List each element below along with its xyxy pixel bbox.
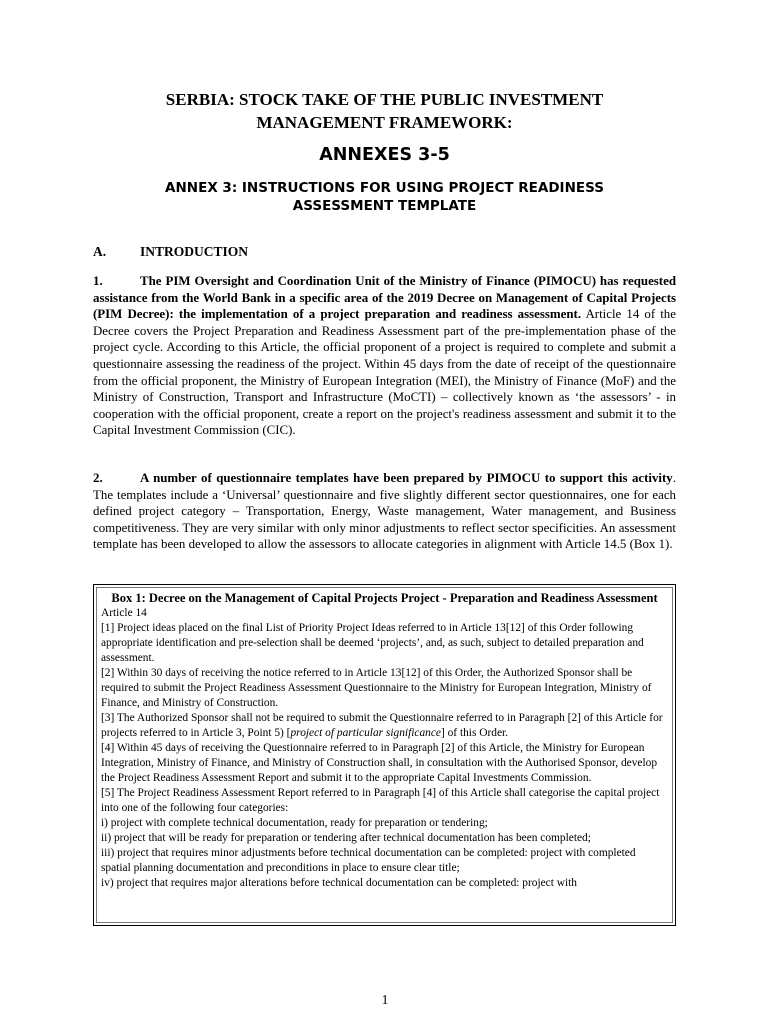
box-item-3 (101, 711, 668, 741)
paragraph-number: 1. (93, 274, 103, 288)
paragraph-body: . The templates include a ‘Universal’ questionnaire and five slightly different sector questionnaires, one for each defined project category – Transportation, Energy, Waste management, Water management, and Business competitiveness. They are very similar with only minor adjustments to reflect sector specificities. An assessment template has been developed to allow the assessors to allocate categories in alignment with Article 14.5 (Box 1). (93, 471, 676, 552)
box-item-2: [2] Within 30 days of receiving the notice referred to in Article 13[12] of this Order, the Authorized Sponsor shall be required to submit the Project Readiness Assessment Questionnaire to the Ministry for European Integration, Ministry of Finance, and Ministry of Construction. (101, 667, 652, 709)
annexes-heading: ANNEXES 3-5 (319, 145, 450, 165)
paragraph-bold-lead: The PIM Oversight and Coordination Unit of the Ministry of Finance (PIMOCU) has requested assistance from the World Bank in a specific area of the 2019 Decree on Management of Capital Projects (PIM Decree): the implementation of a project preparation and readiness assessment. (93, 274, 676, 322)
box-item-3-italic: project of particular significance (290, 727, 441, 739)
box-1-decree-excerpt (93, 584, 676, 926)
box-item-3-after: ] of this Order. (440, 727, 509, 739)
document-title (93, 88, 676, 134)
box-category-3: iii) project that requires minor adjustments before technical documentation can be completed: project with completed spatial planning documentation and preconditions in place to ensure clear title; (101, 847, 636, 874)
paragraph-number: 2. (93, 471, 103, 485)
paragraph-1 (93, 273, 676, 439)
box-item-4: [4] Within 45 days of receiving the Questionnaire referred to in Paragraph [2] of this Article, the Ministry for European Integration, Ministry of Finance, and Ministry of Construction shall, in consultation with the Authorised Sponsor, develop the Project Readiness Assessment Report and submit it to the appropriate Capital Investments Commission. (101, 742, 658, 784)
box-category-4: iv) project that requires major alterations before technical documentation can be completed: project with (101, 877, 578, 889)
annex-heading-line-1: ANNEX 3: INSTRUCTIONS FOR USING PROJECT READINESS (165, 180, 604, 196)
box-title: Box 1: Decree on the Management of Capital Projects Project - Preparation and Readiness Assessment (111, 591, 658, 605)
section-letter: A. (93, 244, 107, 259)
box-content (96, 587, 673, 923)
paragraph-bold-lead: A number of questionnaire templates have been prepared by PIMOCU to support this activity (140, 471, 673, 485)
title-line-1: SERBIA: STOCK TAKE OF THE PUBLIC INVESTMENT (165, 90, 604, 109)
annex-heading-line-2: ASSESSMENT TEMPLATE (292, 198, 477, 214)
box-category-1: i) project with complete technical documentation, ready for preparation or tendering; (101, 817, 488, 829)
box-article-label: Article 14 (101, 607, 147, 619)
title-line-2: MANAGEMENT FRAMEWORK: (256, 113, 513, 132)
box-item-3-before: [3] The Authorized Sponsor shall not be required to submit the Questionnaire referred to in Paragraph [2] of this Article for projects referred to in Article 3, Point 5) [ (101, 712, 663, 739)
paragraph-2 (93, 470, 676, 553)
annex-3-heading (110, 179, 659, 215)
section-title: INTRODUCTION (140, 244, 249, 259)
page-number: 1 (381, 992, 389, 1007)
section-heading-introduction (93, 243, 248, 261)
box-category-2: ii) project that will be ready for preparation or tendering after technical documentation has been completed; (101, 832, 591, 844)
box-item-1: [1] Project ideas placed on the final List of Priority Project Ideas referred to in Article 13[12] of this Order following appropriate identification and pre-selection shall be deemed ‘projects’, and, as such, subject to detailed preparation and assessment. (101, 622, 644, 664)
paragraph-body: Article 14 of the Decree covers the Project Preparation and Readiness Assessment part of the pre-implementation phase of the project cycle. According to this Article, the official proponent of a project is required to complete and submit a questionnaire assessing the readiness of the project. Within 45 days from the date of receipt of the questionnaire from the official proponent, the Ministry of European Integration (MEI), the Ministry of Finance (MoF) and the Ministry of Construction, Transport and Infrastructure (MoCTI) – collectively known as ‘the assessors’ - in cooperation with the official proponent, create a report on the project's readiness assessment and submit it to the Capital Investment Commission (CIC). (93, 307, 676, 438)
box-item-5: [5] The Project Readiness Assessment Report referred to in Paragraph [4] of this Article shall categorise the capital project into one of the following four categories: (101, 787, 660, 814)
